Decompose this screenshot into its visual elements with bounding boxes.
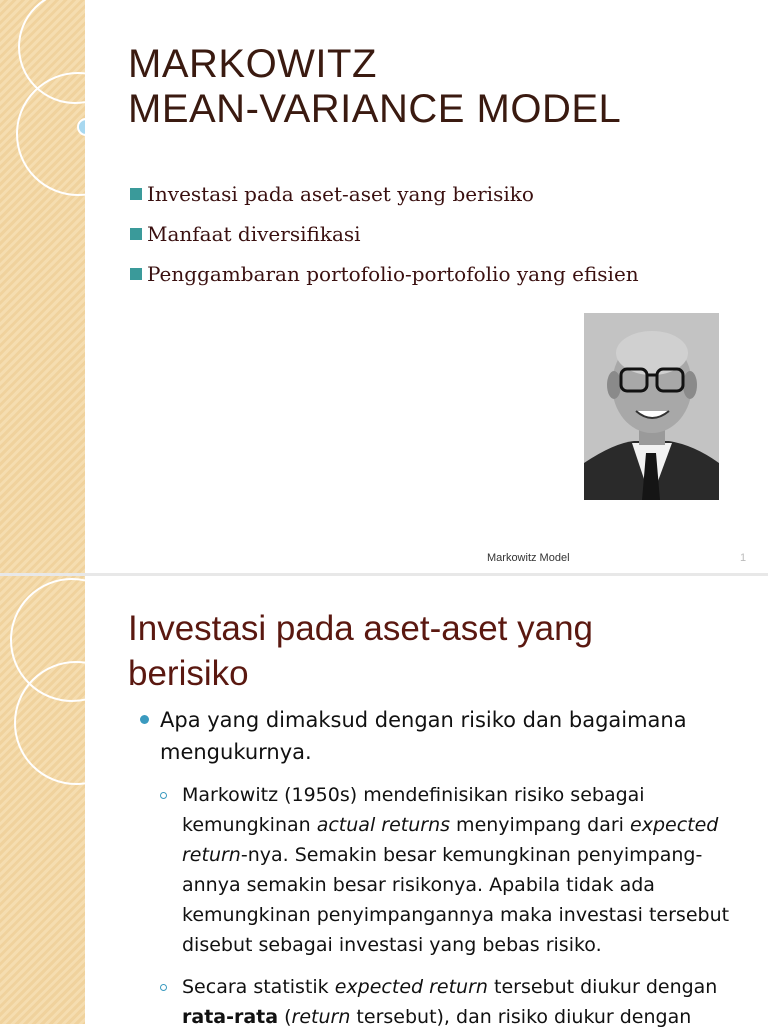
slide-title — [128, 42, 621, 132]
circle-bullet-icon — [160, 792, 167, 799]
list-item: Manfaat diversifikasi — [130, 222, 639, 262]
square-bullet-icon — [130, 228, 142, 240]
list-item: Investasi pada aset-aset yang berisiko — [130, 182, 639, 222]
bullet-list — [130, 182, 639, 302]
slide-title: Investasi pada aset-aset yang berisiko — [128, 609, 594, 693]
list-item: Apa yang dimaksud dengan risiko dan bagaimana mengukurnya. — [140, 704, 750, 768]
side-decor-panel — [0, 0, 87, 576]
square-bullet-icon — [130, 188, 142, 200]
circle-bullet-icon — [160, 984, 167, 991]
square-bullet-icon — [130, 268, 142, 280]
page-number: 1 — [740, 552, 747, 564]
sub-list-item: Markowitz (1950s) mendefinisikan risiko sebagai kemungkinan actual returns menyimpang dari expected return-nya. Semakin besar kemungkinan penyimpang-annya semakin besar risikonya. Apabila tidak ada kemungkinan penyimpangannya maka investasi tersebut disebut sebagai investasi yang bebas risiko. — [140, 780, 750, 960]
content-body — [140, 704, 750, 1032]
title-line-2: MEAN-VARIANCE MODEL — [128, 87, 622, 131]
sub-list-item: Secara statistik expected return tersebut diukur dengan rata-rata (return tersebut), dan risiko diukur dengan — [140, 972, 750, 1032]
portrait-photo — [584, 313, 719, 500]
side-decor-panel — [0, 576, 87, 1024]
slide-footer: Markowitz Model — [487, 552, 570, 564]
title-line-1: MARKOWITZ — [128, 42, 377, 86]
list-item: Penggambaran portofolio-portofolio yang efisien — [130, 262, 639, 302]
bullet-icon — [140, 715, 149, 724]
